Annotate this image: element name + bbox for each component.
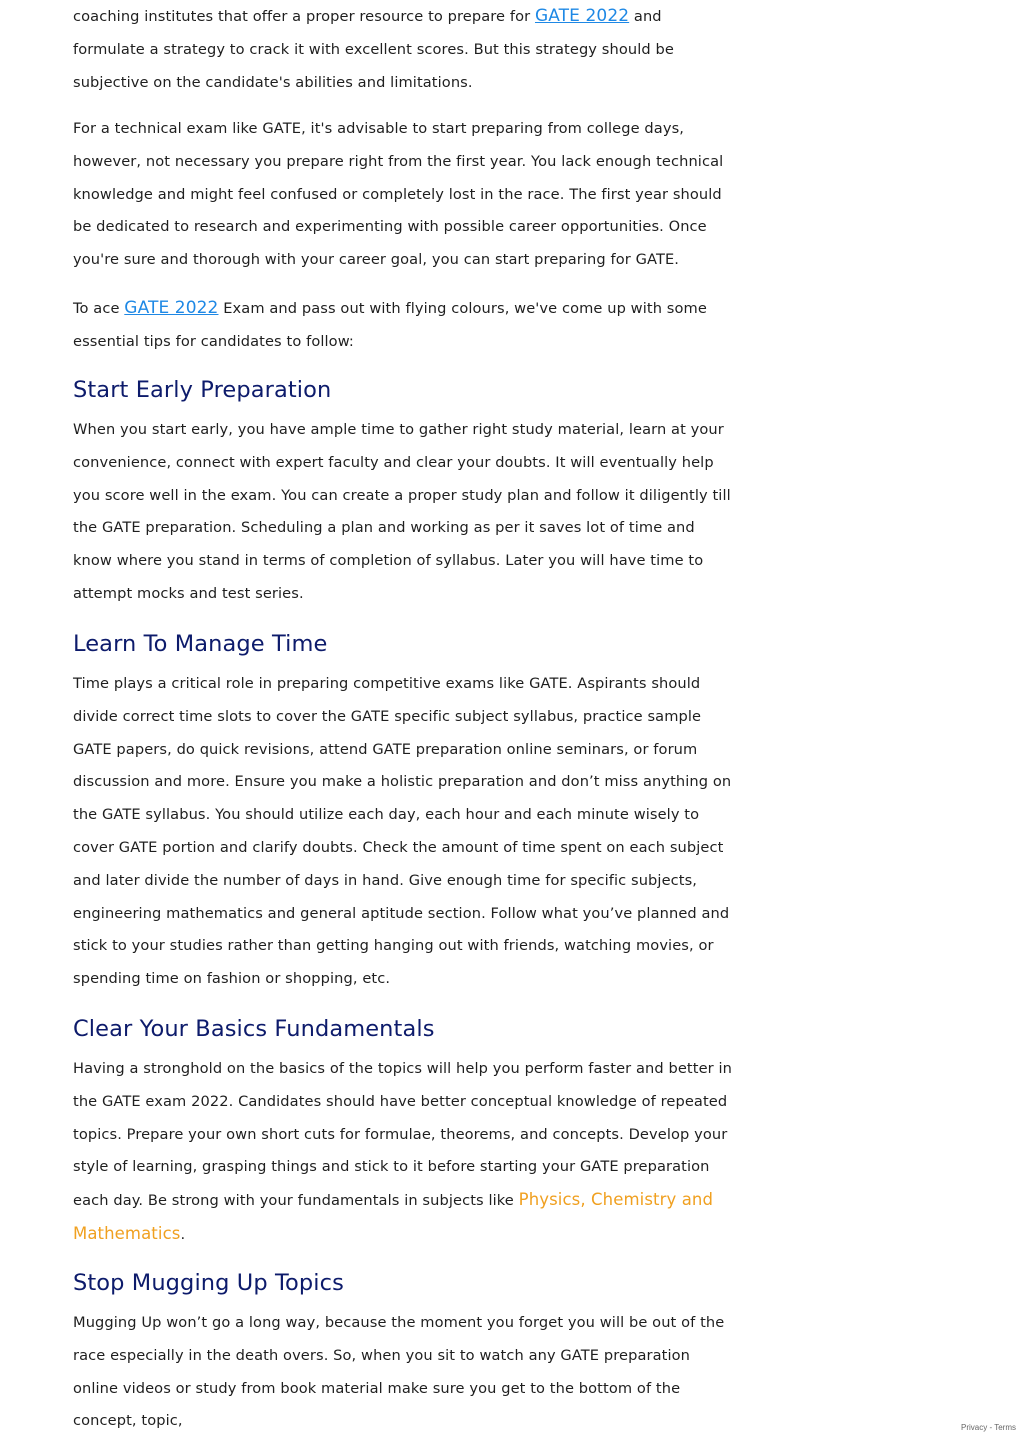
intro-paragraph-2: For a technical exam like GATE, it's advisable to start preparing from college days, however, not necessary you prepare right from the first year. You lack enough technical knowledge and might feel confused or completely lost in the race. The first year should be dedicated to research and experimenting with possible career opportunities. Once you're sure and thorough with your career goal, you can start preparing for GATE.	[73, 120, 724, 269]
section-heading-mugging: Stop Mugging Up Topics	[73, 1270, 344, 1296]
section-body-start-early: When you start early, you have ample time to gather right study material, learn at your convenience, connect with expert faculty and clear your doubts. It will eventually help you score well in the exam. You can create a proper study plan and follow it diligently till the GATE preparation. Scheduling a plan and working as per it saves lot of time and know where you stand in terms of completion of syllabus. Later you will have time to attempt mocks and test series.	[73, 421, 731, 602]
intro-text: To ace	[73, 300, 125, 317]
footer-separator: -	[987, 1423, 995, 1432]
section-body-mugging: Mugging Up won’t go a long way, because the moment you forget you will be out of the race especially in the death overs. So, when you sit to watch any GATE preparation online videos or study from book material make sure you get to the bottom of the concept, topic,	[73, 1314, 725, 1430]
terms-link[interactable]: Terms	[994, 1423, 1016, 1432]
section-heading-start-early: Start Early Preparation	[73, 377, 332, 403]
section-body-basics	[73, 1053, 733, 1252]
section-heading-basics: Clear Your Basics Fundamentals	[73, 1016, 435, 1042]
recaptcha-footer	[961, 1423, 1016, 1432]
intro-paragraph-1	[73, 0, 733, 99]
section-text: .	[180, 1225, 186, 1243]
gate-2022-link[interactable]: GATE 2022	[534, 6, 630, 26]
intro-paragraph-3	[73, 292, 733, 359]
section-body-manage-time: Time plays a critical role in preparing competitive exams like GATE. Aspirants should divide correct time slots to cover the GATE specific subject syllabus, practice sample GATE papers, do quick revisions, attend GATE preparation online seminars, or forum discussion and more. Ensure you make a holistic preparation and don’t miss anything on the GATE syllabus. You should utilize each day, each hour and each minute wisely to cover GATE portion and clarify doubts. Check the amount of time spent on each subject and later divide the number of days in hand. Give enough time for specific subjects, engineering mathematics and general aptitude section. Follow what you’ve planned and stick to your studies rather than getting hanging out with friends, watching movies, or spending time on fashion or shopping, etc.	[73, 675, 732, 988]
physics-chemistry-mathematics-link[interactable]: Physics, Chemistry and Mathematics	[73, 1190, 714, 1243]
intro-text: and formulate a strategy to crack it with excellent scores. But this strategy should be subjective on the candidate's abilities and limitations.	[73, 8, 674, 91]
section-heading-manage-time: Learn To Manage Time	[73, 631, 328, 657]
gate-2022-link[interactable]: GATE 2022	[124, 298, 219, 318]
privacy-link[interactable]: Privacy	[961, 1423, 988, 1432]
section-text: Having a stronghold on the basics of the topics will help you perform faster and better in the GATE exam 2022. Candidates should have better conceptual knowledge of repeated topics. Prepare your own short cuts for formulae, theorems, and concepts. Develop your style of learning, grasping things and stick to it before starting your GATE preparation each day. Be strong with your fundamentals in subjects like	[73, 1060, 732, 1210]
intro-text: Exam and pass out with flying colours, we've come up with some essential tips for candidates to follow:	[73, 300, 707, 350]
intro-text: coaching institutes that offer a proper resource to prepare for	[73, 8, 535, 25]
